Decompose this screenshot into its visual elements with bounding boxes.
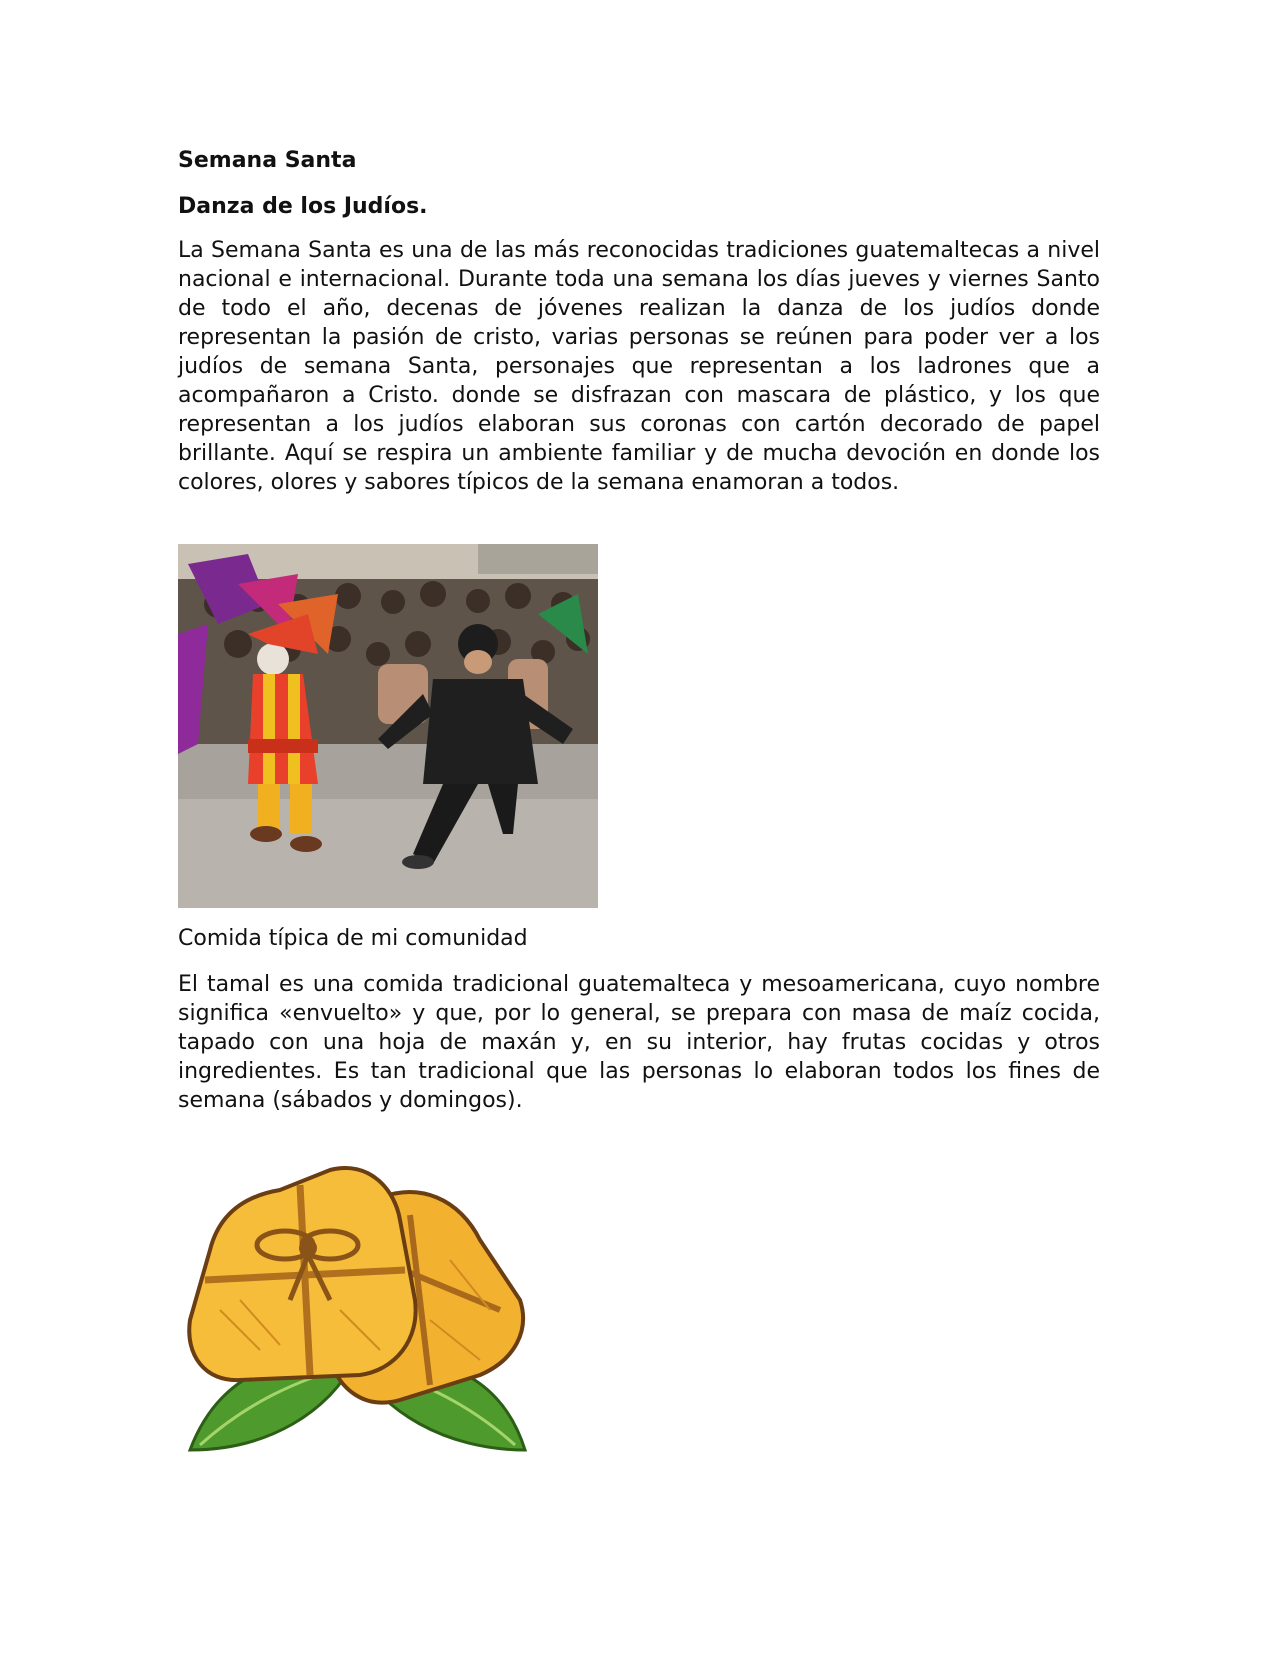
section-title: Danza de los Judíos.: [178, 194, 428, 219]
page-title: Semana Santa: [178, 148, 357, 173]
danza-judios-photo: [178, 544, 598, 908]
paragraph-semana-santa: La Semana Santa es una de las más reconocidas tradiciones guatemaltecas a nivel nacional e internacional. Durante toda una semana los días jueves y viernes Santo de todo el año, decenas de jóvenes realizan la danza de los judíos donde representan la pasión de cristo, varias personas se reúnen para poder ver a los judíos de semana Santa, personajes que representan a los ladrones que a acompañaron a Cristo. donde se disfrazan con mascara de plástico, y los que representan a los judíos elaboran sus coronas con cartón decorado de papel brillante. Aquí se respira un ambiente familiar y de mucha devoción en donde los colores, olores y sabores típicos de la semana enamoran a todos.: [178, 238, 1100, 495]
tamal-illustration: [180, 1160, 540, 1480]
paragraph-tamal: El tamal es una comida tradicional guatemalteca y mesoamericana, cuyo nombre significa «envuelto» y que, por lo general, se prepara con masa de maíz cocida, tapado con una hoja de maxán y, en su interior, hay frutas cocidas y otros ingredientes. Es tan tradicional que las personas lo elaboran todos los fines de semana (sábados y domingos).: [178, 972, 1100, 1113]
food-section-caption: Comida típica de mi comunidad: [178, 926, 528, 951]
